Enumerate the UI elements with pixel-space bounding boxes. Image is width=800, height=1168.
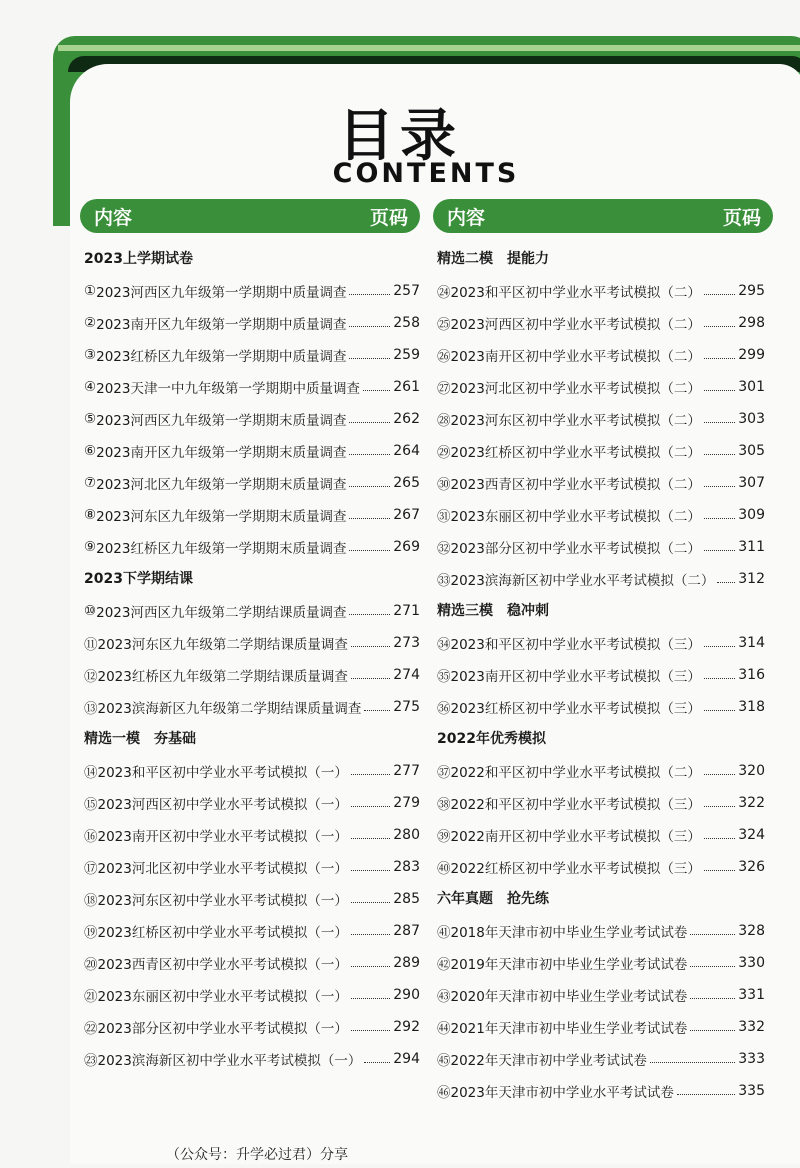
entry-page-number: 324 <box>738 827 765 843</box>
entry-number: ② <box>84 315 97 331</box>
entry-title: 2023河东区九年级第二学期结课质量调查 <box>97 637 348 653</box>
dot-leader <box>717 582 735 583</box>
dot-leader <box>704 838 735 839</box>
entry-number: ㊸ <box>437 989 451 1005</box>
entry-page-number: 265 <box>393 475 420 491</box>
toc-entry[interactable] <box>433 947 773 979</box>
entry-number: ㉞ <box>437 637 451 653</box>
entry-number: ⑨ <box>84 539 97 555</box>
toc-entry[interactable] <box>80 1011 420 1043</box>
entry-title: 2023部分区初中学业水平考试模拟（二） <box>450 541 701 557</box>
dot-leader <box>349 614 390 615</box>
entry-page-number: 280 <box>393 827 420 843</box>
entry-page-number: 275 <box>393 699 420 715</box>
entry-page-number: 316 <box>738 667 765 683</box>
dot-leader <box>351 774 390 775</box>
dot-leader <box>349 486 390 487</box>
dot-leader <box>704 358 735 359</box>
toc-entry[interactable] <box>433 1043 773 1075</box>
toc-entry[interactable] <box>433 979 773 1011</box>
dot-leader <box>690 934 735 935</box>
toc-entry[interactable] <box>433 467 773 499</box>
entry-number: ⑮ <box>84 797 98 813</box>
dot-leader <box>704 294 735 295</box>
toc-entry[interactable] <box>433 819 773 851</box>
entry-title: 2023南开区初中学业水平考试模拟（三） <box>450 669 701 685</box>
entry-title: 2023天津一中九年级第一学期期中质量调查 <box>96 381 360 397</box>
entry-number: ㉟ <box>437 669 451 685</box>
dot-leader <box>351 966 390 967</box>
dot-leader <box>349 422 390 423</box>
entry-page-number: 287 <box>393 923 420 939</box>
entry-page-number: 285 <box>393 891 420 907</box>
toc-entry[interactable] <box>433 339 773 371</box>
entry-number: ㉙ <box>437 445 451 461</box>
entry-number: ⑭ <box>84 765 98 781</box>
toc-entry[interactable] <box>80 627 420 659</box>
entry-title: 2023河西区九年级第二学期结课质量调查 <box>96 605 347 621</box>
toc-entry[interactable] <box>433 755 773 787</box>
entry-page-number: 292 <box>393 1019 420 1035</box>
entry-number: ㉔ <box>437 285 451 301</box>
entry-number: ㊶ <box>437 925 451 941</box>
header-page-label: 页码 <box>722 206 761 229</box>
toc-entry[interactable] <box>80 435 420 467</box>
entry-number: ⑰ <box>84 861 98 877</box>
entry-title: 2023红桥区初中学业水平考试模拟（三） <box>450 701 701 717</box>
entry-page-number: 332 <box>738 1019 765 1035</box>
entry-title: 2023西青区初中学业水平考试模拟（二） <box>450 477 701 493</box>
entry-page-number: 269 <box>393 539 420 555</box>
entry-number: ⑪ <box>84 637 98 653</box>
section-heading: 六年真题 抢先练 <box>437 891 549 907</box>
page-title: 目录 <box>338 104 462 169</box>
entry-number: ㉓ <box>84 1053 98 1069</box>
dot-leader <box>349 358 390 359</box>
entry-page-number: 264 <box>393 443 420 459</box>
footer-note: （公众号：升学必过君）分享 <box>166 1147 348 1163</box>
entry-title: 2023河东区九年级第一学期期末质量调查 <box>96 509 347 525</box>
entry-page-number: 277 <box>393 763 420 779</box>
dot-leader <box>363 390 390 391</box>
entry-title: 2023南开区初中学业水平考试模拟（二） <box>450 349 701 365</box>
entry-title: 2023滨海新区初中学业水平考试模拟（一） <box>97 1053 362 1069</box>
entry-title: 2023和平区初中学业水平考试模拟（二） <box>450 285 701 301</box>
entry-number: ㊱ <box>437 701 451 717</box>
dot-leader <box>349 550 390 551</box>
entry-number: ㉖ <box>437 349 451 365</box>
entry-page-number: 259 <box>393 347 420 363</box>
entry-title: 2023和平区初中学业水平考试模拟（三） <box>450 637 701 653</box>
entry-title: 2022和平区初中学业水平考试模拟（三） <box>450 797 701 813</box>
dot-leader <box>351 678 390 679</box>
entry-title: 2022南开区初中学业水平考试模拟（三） <box>450 829 701 845</box>
dot-leader <box>349 326 390 327</box>
toc-entry[interactable] <box>433 915 773 947</box>
entry-number: ㊺ <box>437 1053 451 1069</box>
dot-leader <box>704 710 735 711</box>
toc-entry[interactable] <box>80 531 420 563</box>
toc-entry[interactable] <box>80 467 420 499</box>
dot-leader <box>704 678 735 679</box>
entry-number: ⑳ <box>84 957 98 973</box>
entry-number: ① <box>84 283 97 299</box>
toc-entry[interactable] <box>433 659 773 691</box>
dot-leader <box>704 454 735 455</box>
column-header <box>80 199 420 233</box>
entry-title: 2023河北区初中学业水平考试模拟（一） <box>97 861 348 877</box>
dot-leader <box>704 390 735 391</box>
entry-number: ㉕ <box>437 317 451 333</box>
header-content-label: 内容 <box>94 206 133 229</box>
entry-number: ㉛ <box>437 509 451 525</box>
entry-page-number: 299 <box>738 347 765 363</box>
toc-entry[interactable] <box>80 883 420 915</box>
entry-page-number: 312 <box>738 571 765 587</box>
entry-title: 2023河北区初中学业水平考试模拟（二） <box>450 381 701 397</box>
entry-number: ⑤ <box>84 411 97 427</box>
entry-title: 2023河东区初中学业水平考试模拟（一） <box>97 893 348 909</box>
dot-leader <box>704 518 735 519</box>
entry-number: ㊷ <box>437 957 451 973</box>
toc-entry[interactable] <box>80 691 420 723</box>
entry-page-number: 262 <box>393 411 420 427</box>
entry-number: ④ <box>84 379 97 395</box>
toc-entry[interactable] <box>433 1011 773 1043</box>
toc-list <box>80 243 420 1075</box>
entry-page-number: 322 <box>738 795 765 811</box>
entry-title: 2018年天津市初中毕业生学业考试试卷 <box>450 925 688 941</box>
dot-leader <box>690 966 735 967</box>
toc-entry[interactable] <box>80 659 420 691</box>
entry-page-number: 330 <box>738 955 765 971</box>
entry-page-number: 333 <box>738 1051 765 1067</box>
entry-number: ⑬ <box>84 701 98 717</box>
header-content-label: 内容 <box>447 206 486 229</box>
toc-entry[interactable] <box>80 595 420 627</box>
entry-number: ㉗ <box>437 381 451 397</box>
entry-page-number: 274 <box>393 667 420 683</box>
toc-entry[interactable] <box>80 339 420 371</box>
dot-leader <box>351 934 390 935</box>
entry-title: 2019年天津市初中毕业生学业考试试卷 <box>450 957 688 973</box>
frame-highlight <box>58 45 800 51</box>
entry-page-number: 298 <box>738 315 765 331</box>
dot-leader <box>349 294 390 295</box>
toc-entry[interactable] <box>80 403 420 435</box>
toc-list <box>433 243 773 1107</box>
entry-number: ⑧ <box>84 507 97 523</box>
entry-title: 2023滨海新区九年级第二学期结课质量调查 <box>97 701 362 717</box>
section-heading: 精选三模 稳冲刺 <box>437 603 549 619</box>
entry-page-number: 305 <box>738 443 765 459</box>
entry-page-number: 271 <box>393 603 420 619</box>
section-heading: 2022年优秀模拟 <box>437 731 546 747</box>
entry-title: 2023河西区九年级第一学期期末质量调查 <box>96 413 347 429</box>
dot-leader <box>351 998 390 999</box>
entry-number: ㉒ <box>84 1021 98 1037</box>
entry-title: 2023河北区九年级第一学期期末质量调查 <box>96 477 347 493</box>
section-heading: 2023上学期试卷 <box>84 251 193 267</box>
entry-page-number: 261 <box>393 379 420 395</box>
entry-number: ㊻ <box>437 1085 451 1101</box>
entry-title: 2023河西区九年级第一学期期中质量调查 <box>96 285 347 301</box>
entry-page-number: 314 <box>738 635 765 651</box>
entry-page-number: 257 <box>393 283 420 299</box>
entry-page-number: 320 <box>738 763 765 779</box>
entry-title: 2023部分区初中学业水平考试模拟（一） <box>97 1021 348 1037</box>
entry-title: 2023河西区初中学业水平考试模拟（一） <box>97 797 348 813</box>
dot-leader <box>704 326 735 327</box>
entry-title: 2023南开区初中学业水平考试模拟（一） <box>97 829 348 845</box>
entry-number: ㊲ <box>437 765 451 781</box>
toc-entry[interactable] <box>433 1075 773 1107</box>
toc-entry[interactable] <box>433 787 773 819</box>
toc-entry[interactable] <box>433 403 773 435</box>
entry-number: ㉚ <box>437 477 451 493</box>
entry-page-number: 289 <box>393 955 420 971</box>
entry-title: 2023红桥区九年级第一学期期中质量调查 <box>96 349 347 365</box>
entry-page-number: 258 <box>393 315 420 331</box>
entry-title: 2023南开区九年级第一学期期末质量调查 <box>96 445 347 461</box>
toc-entry[interactable] <box>80 307 420 339</box>
toc-entry[interactable] <box>80 979 420 1011</box>
entry-number: ㉝ <box>437 573 451 589</box>
entry-page-number: 331 <box>738 987 765 1003</box>
toc-entry[interactable] <box>80 787 420 819</box>
toc-entry[interactable] <box>433 851 773 883</box>
entry-title: 2023年天津市初中学业水平考试试卷 <box>450 1085 674 1101</box>
toc-entry[interactable] <box>80 851 420 883</box>
toc-entry[interactable] <box>433 531 773 563</box>
toc-entry[interactable] <box>433 627 773 659</box>
entry-title: 2023红桥区九年级第二学期结课质量调查 <box>97 669 348 685</box>
dot-leader <box>704 486 735 487</box>
dot-leader <box>364 710 390 711</box>
entry-number: ⑦ <box>84 475 97 491</box>
section-heading: 精选二模 提能力 <box>437 251 549 267</box>
dot-leader <box>690 998 735 999</box>
dot-leader <box>364 1062 390 1063</box>
dot-leader <box>351 902 390 903</box>
dot-leader <box>704 646 735 647</box>
toc-entry[interactable] <box>433 371 773 403</box>
toc-column-right <box>433 199 773 1107</box>
dot-leader <box>704 422 735 423</box>
toc-entry[interactable] <box>80 947 420 979</box>
page-subtitle: CONTENTS <box>332 158 520 189</box>
entry-number: ㉑ <box>84 989 98 1005</box>
section-heading: 精选一模 夯基础 <box>84 731 196 747</box>
toc-entry[interactable] <box>433 499 773 531</box>
dot-leader <box>349 454 390 455</box>
dot-leader <box>351 870 390 871</box>
toc-entry[interactable] <box>80 819 420 851</box>
entry-page-number: 326 <box>738 859 765 875</box>
entry-page-number: 273 <box>393 635 420 651</box>
toc-entry[interactable] <box>80 499 420 531</box>
entry-page-number: 301 <box>738 379 765 395</box>
entry-title: 2023红桥区九年级第一学期期末质量调查 <box>96 541 347 557</box>
toc-column-left <box>80 199 420 1075</box>
entry-number: ⑲ <box>84 925 98 941</box>
dot-leader <box>351 1030 390 1031</box>
dot-leader <box>351 838 390 839</box>
entry-title: 2023南开区九年级第一学期期中质量调查 <box>96 317 347 333</box>
toc-entry[interactable] <box>80 275 420 307</box>
dot-leader <box>677 1094 735 1095</box>
dot-leader <box>704 550 735 551</box>
toc-entry[interactable] <box>433 435 773 467</box>
dot-leader <box>351 646 390 647</box>
column-header <box>433 199 773 233</box>
header-page-label: 页码 <box>369 206 408 229</box>
toc-entry[interactable] <box>433 563 773 595</box>
entry-number: ⑥ <box>84 443 97 459</box>
entry-number: ㊵ <box>437 861 451 877</box>
entry-page-number: 283 <box>393 859 420 875</box>
entry-page-number: 267 <box>393 507 420 523</box>
entry-number: ㉜ <box>437 541 451 557</box>
entry-page-number: 279 <box>393 795 420 811</box>
dot-leader <box>351 806 390 807</box>
entry-title: 2023东丽区初中学业水平考试模拟（二） <box>450 509 701 525</box>
toc-entry[interactable] <box>80 755 420 787</box>
toc-entry[interactable] <box>80 1043 420 1075</box>
toc-entry[interactable] <box>433 275 773 307</box>
entry-page-number: 328 <box>738 923 765 939</box>
entry-number: ⑯ <box>84 829 98 845</box>
entry-title: 2023西青区初中学业水平考试模拟（一） <box>97 957 348 973</box>
entry-number: ㊳ <box>437 797 451 813</box>
dot-leader <box>704 806 735 807</box>
entry-page-number: 318 <box>738 699 765 715</box>
entry-title: 2023红桥区初中学业水平考试模拟（一） <box>97 925 348 941</box>
dot-leader <box>690 1030 735 1031</box>
section-heading: 2023下学期结课 <box>84 571 193 587</box>
entry-page-number: 307 <box>738 475 765 491</box>
dot-leader <box>704 870 735 871</box>
toc-entry[interactable] <box>80 915 420 947</box>
entry-page-number: 311 <box>738 539 765 555</box>
entry-page-number: 294 <box>393 1051 420 1067</box>
entry-number: ㊴ <box>437 829 451 845</box>
dot-leader <box>349 518 390 519</box>
entry-number: ⑩ <box>84 603 97 619</box>
entry-page-number: 303 <box>738 411 765 427</box>
entry-title: 2023东丽区初中学业水平考试模拟（一） <box>97 989 348 1005</box>
toc-entry[interactable] <box>433 307 773 339</box>
entry-title: 2023滨海新区初中学业水平考试模拟（二） <box>450 573 715 589</box>
entry-number: ⑱ <box>84 893 98 909</box>
entry-page-number: 335 <box>738 1083 765 1099</box>
entry-title: 2020年天津市初中毕业生学业考试试卷 <box>450 989 688 1005</box>
entry-page-number: 290 <box>393 987 420 1003</box>
entry-title: 2021年天津市初中毕业生学业考试试卷 <box>450 1021 688 1037</box>
entry-number: ③ <box>84 347 97 363</box>
entry-page-number: 295 <box>738 283 765 299</box>
entry-title: 2023红桥区初中学业水平考试模拟（二） <box>450 445 701 461</box>
toc-entry[interactable] <box>80 371 420 403</box>
entry-title: 2022和平区初中学业水平考试模拟（二） <box>450 765 701 781</box>
entry-title: 2023和平区初中学业水平考试模拟（一） <box>97 765 348 781</box>
entry-page-number: 309 <box>738 507 765 523</box>
toc-entry[interactable] <box>433 691 773 723</box>
entry-number: ㉘ <box>437 413 451 429</box>
entry-number: ⑫ <box>84 669 98 685</box>
entry-title: 2022红桥区初中学业水平考试模拟（三） <box>450 861 701 877</box>
entry-number: ㊹ <box>437 1021 451 1037</box>
dot-leader <box>704 774 735 775</box>
entry-title: 2022年天津市初中学业考试试卷 <box>450 1053 647 1069</box>
entry-title: 2023河东区初中学业水平考试模拟（二） <box>450 413 701 429</box>
dot-leader <box>650 1062 735 1063</box>
entry-title: 2023河西区初中学业水平考试模拟（二） <box>450 317 701 333</box>
